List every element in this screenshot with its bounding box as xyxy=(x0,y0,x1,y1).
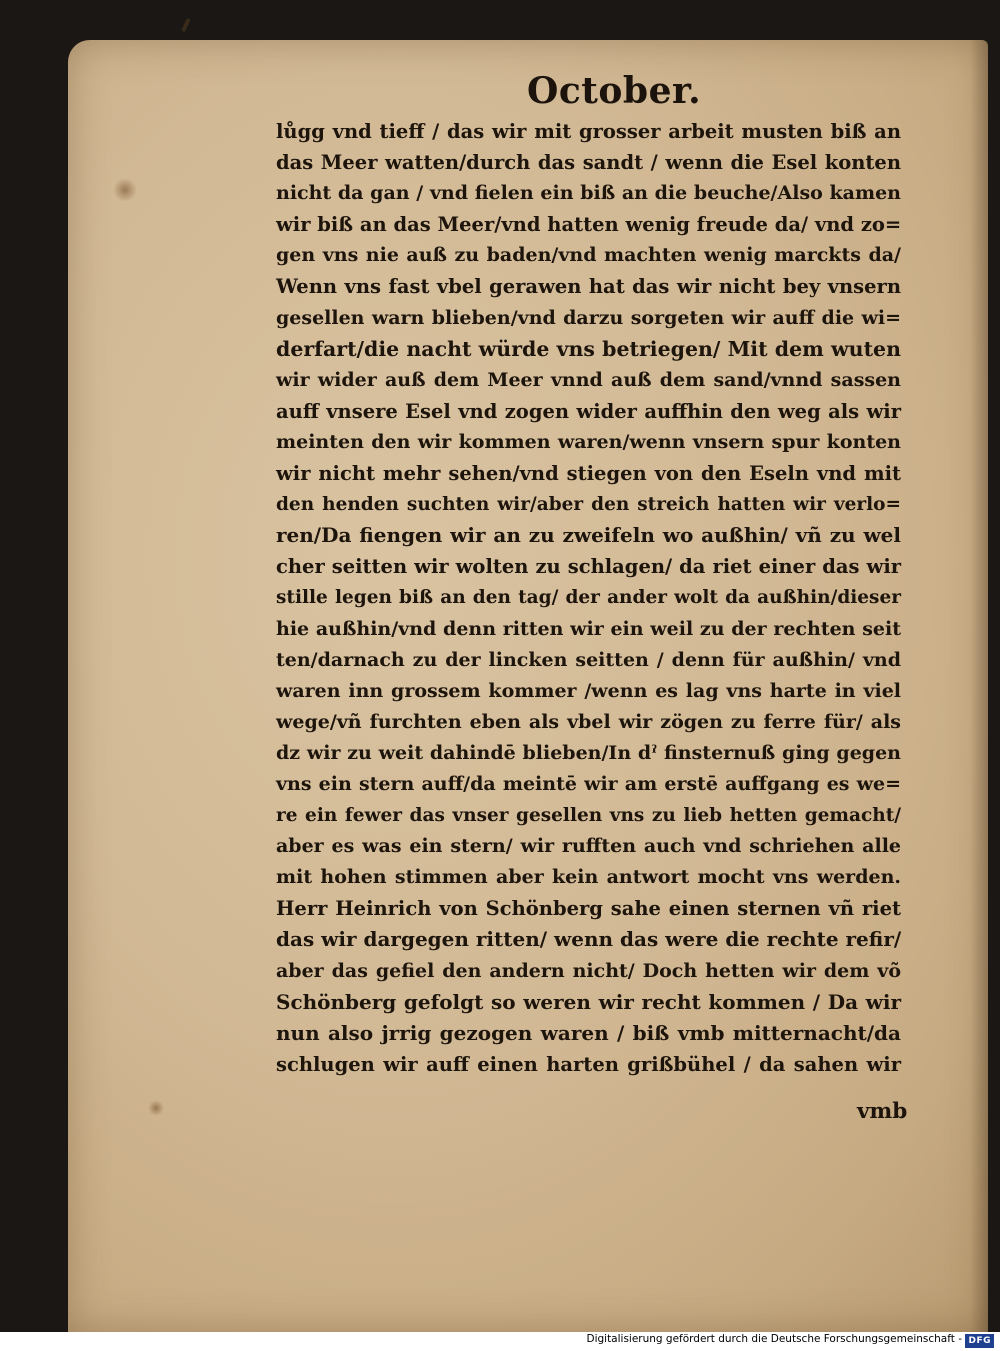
text-line: wir biß an das Meer/vnd hatten wenig freude da/ vnd zo= xyxy=(276,213,902,237)
text-line: gen vns nie auß zu baden/vnd machten wenig marckts da/ xyxy=(276,244,901,267)
text-line: das wir dargegen ritten/ wenn das were die rechte refir/ xyxy=(276,927,902,952)
stain-mark xyxy=(113,178,137,202)
funding-credit: Digitalisierung gefördert durch die Deutsche Forschungsgemeinschaft - xyxy=(586,1333,962,1345)
text-line: aber das gefiel den andern nicht/ Doch hetten wir dem võ xyxy=(276,959,901,982)
stain-mark xyxy=(148,1100,164,1116)
text-line: wir nicht mehr sehen/vnd stiegen von den Eseln vnd mit xyxy=(276,462,901,486)
text-line: gesellen warn blieben/vnd darzu sorgeten wir auff die wi= xyxy=(276,306,901,329)
text-line: auff vnsere Esel vnd zogen wider auffhin den weg als wir xyxy=(276,399,901,423)
text-line: waren inn grossem kommer /wenn es lag vns harte in viel xyxy=(276,679,901,702)
page-edge-shadow xyxy=(970,40,988,1332)
text-line: stille legen biß an den tag/ der ander wolt da außhin/dieser xyxy=(276,587,901,609)
text-line: cher seitten wir wolten zu schlagen/ da riet einer das wir xyxy=(276,555,901,579)
text-line: wir wider auß dem Meer vnnd auß dem sand/vnnd sassen xyxy=(276,368,901,391)
catchword: vmb xyxy=(857,1099,908,1124)
text-line: lůgg vnd tieff / das wir mit grosser arbeit musten biß an xyxy=(276,120,901,143)
footer-bar xyxy=(0,1332,1000,1351)
text-line: Wenn vns fast vbel gerawen hat das wir nicht bey vnsern xyxy=(276,275,901,299)
text-line: das Meer watten/durch das sandt / wenn die Esel konten xyxy=(276,151,901,175)
text-line: Schönberg gefolgt so weren wir recht kommen / Da wir xyxy=(276,989,901,1014)
text-line: meinten den wir kommen waren/wenn vnsern spur konten xyxy=(276,430,901,453)
text-line: nun also jrrig gezogen waren / biß vmb mitternacht/da xyxy=(276,1020,901,1045)
text-line: mit hohen stimmen aber kein antwort mocht vns werden. xyxy=(276,866,901,889)
text-line: dz wir zu weit dahindē blieben/In dˀ finsternuß ging gegen xyxy=(276,741,901,764)
text-line: derfart/die nacht würde vns betriegen/ Mit dem wuten xyxy=(276,336,901,361)
running-head: October. xyxy=(527,70,702,112)
text-line: Herr Heinrich von Schönberg sahe einen sternen vñ riet xyxy=(276,897,901,921)
text-line: hie außhin/vnd denn ritten wir ein weil zu der rechten seit xyxy=(276,617,901,640)
text-line: aber es was ein stern/ wir rufften auch vnd schriehen alle xyxy=(276,835,901,858)
text-line: re ein fewer das vnser gesellen vns zu lieb hetten gemacht/ xyxy=(276,805,901,827)
text-line: schlugen wir auff einen harten grißbühel / da sahen wir xyxy=(276,1052,901,1076)
pen-mark xyxy=(181,18,191,32)
text-line: ten/darnach zu der lincken seitten / denn für außhin/ vnd xyxy=(276,648,901,671)
text-line: vns ein stern auff/da meintē wir am erstē auffgang es we= xyxy=(276,772,901,795)
text-line: nicht da gan / vnd fielen ein biß an die beuche/Also kamen xyxy=(276,182,901,205)
text-block xyxy=(276,116,901,1080)
text-line: den henden suchten wir/aber den streich hatten wir verlo= xyxy=(276,494,901,516)
text-line: wege/vñ furchten eben als vbel wir zögen zu ferre für/ als xyxy=(276,710,901,733)
text-line: ren/Da fiengen wir an zu zweifeln wo außhin/ vñ zu wel xyxy=(276,523,901,548)
dfg-logo: DFG xyxy=(965,1334,994,1348)
